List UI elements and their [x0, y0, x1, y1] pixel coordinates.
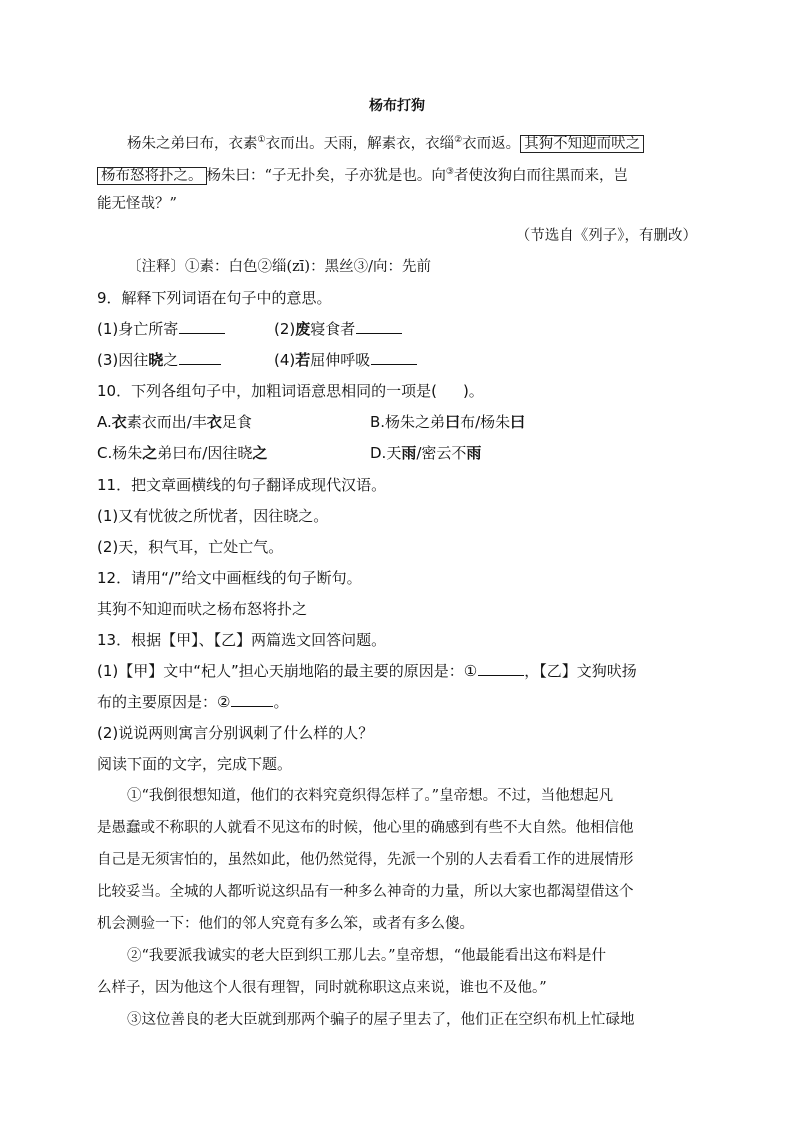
question-9-row-1: (1)身亡所寄 (2)废寝食者	[97, 319, 697, 339]
answer-blank[interactable]	[371, 350, 417, 365]
question-10-options-ab	[97, 412, 697, 432]
answer-blank[interactable]	[179, 319, 225, 334]
question-9: 9．解释下列词语在句子中的意思。	[97, 289, 332, 307]
option-d[interactable]: D.天雨/密云不雨	[370, 444, 482, 462]
passage-title: 杨布打狗	[369, 98, 425, 114]
option-c[interactable]: C.杨朱之弟曰布/因往晓之	[97, 444, 268, 462]
question-10: 10．下列各组句子中，加粗词语意思相同的一项是( )。	[97, 382, 484, 400]
story-p2-line-2: 么样子，因为他这个人很有理智，同时就称职这点来说，谁也不及他。”	[97, 980, 547, 996]
story-p1-line-4: 比较妥当。全城的人都听说这织品有一种多么神奇的力量，所以大家也都渴望借这个	[97, 884, 634, 900]
passage-annotation: 〔注释〕①素：白色②缁(zī)：黑丝③/向：先前	[127, 259, 431, 275]
footnote-mark-2: ②	[454, 135, 463, 145]
answer-blank[interactable]	[356, 319, 402, 334]
question-13-item-1-line-2: 布的主要原因是：② 。	[97, 693, 289, 711]
passage-line-2: 杨布怒将扑之。 杨朱曰：“子无扑矣，子亦犹是也。向③者使汝狗白而往黑而来，岂	[97, 162, 697, 186]
footnote-mark-1: ①	[257, 135, 266, 145]
question-11-item-1: (1)又有忧彼之所忧者，因往晓之。	[97, 507, 329, 525]
question-12-text: 其狗不知迎而吠之杨布怒将扑之	[97, 600, 308, 618]
story-p3-line-1: ③这位善良的老大臣就到那两个骗子的屋子里去了，他们正在空织布机上忙碌地	[127, 1012, 635, 1028]
passage-line-3: 能无怪哉？”	[97, 196, 177, 212]
story-p1-line-2: 是愚蠢或不称职的人就看不见这布的时候，他心里的确感到有些不大自然。他相信他	[97, 820, 634, 836]
option-b[interactable]: B.杨朱之弟曰布/杨朱曰	[370, 413, 526, 431]
question-13-item-2: (2)说说两则寓言分别讽刺了什么样的人？	[97, 724, 374, 742]
question-11: 11．把文章画横线的句子翻译成现代汉语。	[97, 476, 387, 494]
answer-blank[interactable]	[478, 661, 524, 676]
reading-instruction: 阅读下面的文字，完成下题。	[97, 755, 293, 773]
story-p1-line-3: 自己是无须害怕的，虽然如此，他仍然觉得，先派一个别的人去看看工作的进展情形	[97, 852, 634, 868]
question-13: 13．根据【甲】、【乙】两篇选文回答问题。	[97, 631, 387, 649]
answer-blank[interactable]	[179, 350, 221, 365]
story-p1-line-5: 机会测验一下：他们的邻人究竟有多么笨，或者有多么傻。	[97, 916, 474, 932]
question-9-row-2: (3)因往晓之 (4)若屈伸呼吸	[97, 350, 697, 370]
answer-blank[interactable]	[231, 692, 273, 707]
option-a[interactable]: A.衣素衣而出/丰衣足食	[97, 413, 252, 431]
question-10-options-cd	[97, 443, 697, 463]
boxed-sentence-part-1: 其狗不知迎而吠之	[520, 135, 644, 153]
story-p1-line-1: ①“我倒很想知道，他们的衣料究竟织得怎样了。”皇帝想。不过，当他想起凡	[127, 788, 614, 804]
question-12: 12．请用“/”给文中画框线的句子断句。	[97, 569, 362, 587]
passage-line-1: 杨朱之弟曰布，衣素①衣而出。天雨，解素衣，衣缁②衣而返。 其狗不知迎而吠之	[127, 130, 697, 154]
footnote-mark-3: ③	[445, 167, 454, 177]
story-p2-line-1: ②“我要派我诚实的老大臣到织工那儿去。”皇帝想，“他最能看出这布料是什	[127, 948, 606, 964]
passage-source: （节选自《列子》，有删改）	[515, 228, 697, 244]
boxed-sentence-part-2: 杨布怒将扑之。	[97, 167, 207, 185]
question-13-item-1-line-1: (1)【甲】文中“杞人”担心天崩地陷的最主要的原因是：① ，【乙】文狗吠扬	[97, 662, 637, 680]
question-11-item-2: (2)天，积气耳，亡处亡气。	[97, 538, 284, 556]
